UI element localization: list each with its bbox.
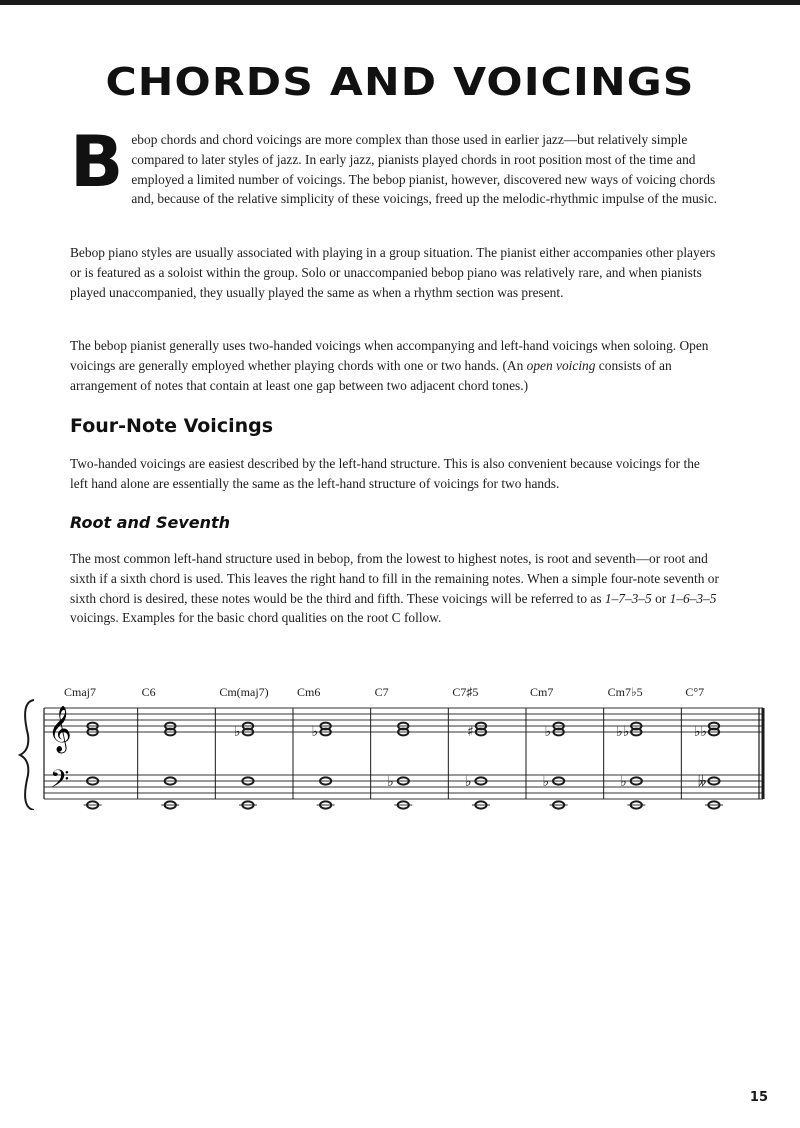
chord-symbol: C°7 <box>685 685 705 699</box>
grand-staff-brace <box>20 700 34 810</box>
text-span: voicings. Examples for the basic chord qualities on the root C follow. <box>70 610 442 626</box>
drop-cap: B <box>70 121 124 203</box>
chord-symbol: Cm7 <box>530 685 554 699</box>
subsection-heading: Root and Seventh <box>70 513 231 532</box>
paragraph-root-seventh <box>70 549 720 628</box>
accidental-icon: ♭♭ <box>693 724 708 740</box>
bass-staff <box>44 775 763 799</box>
chord-symbol: C7♯5 <box>452 685 479 699</box>
paragraph-group-playing <box>70 243 720 302</box>
paragraph-text: Two-handed voicings are easiest described by the left-hand structure. This is also convenient because voicings for the left hand alone are essentially the same as the left-hand structure of voicings for two hands. <box>70 456 700 491</box>
bass-clef-icon: 𝄢 <box>50 765 70 800</box>
paragraph-open-voicings <box>70 336 720 395</box>
text-span: The bebop pianist generally uses two-handed voicings when accompanying and left-hand voicings when soloing. Open voicings are generally employed whether playing chords with one or two hands. (An <box>70 338 709 373</box>
intro-paragraph <box>70 121 720 209</box>
accidental-icon: ♭♭ <box>616 724 630 740</box>
accidental-icon: ♭ <box>464 774 472 790</box>
accidental-icon: ♭ <box>620 774 627 790</box>
page-number: 15 <box>749 1090 768 1105</box>
chord-symbol: Cm7♭5 <box>607 685 643 699</box>
measures <box>64 685 723 809</box>
text-span: or <box>651 590 670 606</box>
accidental-icon: ♭ <box>387 774 394 790</box>
paragraph-text: Bebop piano styles are usually associated with playing in a group situation. The pianist either accompanies other players or is featured as a soloist within the group. Solo or unaccompanied bebop piano was relatively rare, and when pianists played unaccompanied, they usually played the same as when a rhythm section was present. <box>70 245 716 300</box>
paragraph-two-handed <box>70 454 720 494</box>
section-heading: Four-Note Voicings <box>70 415 274 437</box>
term-1-6-3-5: 1–6–3–5 <box>669 590 717 606</box>
music-example <box>0 680 800 810</box>
accidental-icon: ♭ <box>311 724 319 740</box>
chord-symbol: Cm6 <box>297 685 321 699</box>
page-title: CHORDS AND VOICINGS <box>105 60 695 104</box>
paragraph-text <box>70 336 720 395</box>
accidental-icon: 𝄫 <box>697 774 707 790</box>
text-span: The most common left-hand structure used in bebop, from the lowest to highest notes, is root and seventh—or root and sixth if a sixth chord is used. This leaves the right hand to fill in the remaining notes. When a simple four-note seventh or sixth chord is desired, these notes would be the third and fifth. These voicings will be referred to as <box>70 551 719 606</box>
accidental-icon: ♭ <box>233 724 241 740</box>
chord-symbol: C6 <box>141 685 156 699</box>
top-rule <box>0 0 800 5</box>
text-span: consists of an arrangement of notes that contain at least one gap between two adjacent chord tones.) <box>70 357 672 393</box>
paragraph-text <box>70 549 720 628</box>
accidental-icon: ♭ <box>542 774 550 790</box>
term-1-7-3-5: 1–7–3–5 <box>604 590 652 606</box>
chord-symbol: Cm(maj7) <box>219 685 269 699</box>
accidental-icon: ♭ <box>544 724 552 740</box>
accidental-icon: ♯ <box>466 724 474 740</box>
chord-symbol: Cmaj7 <box>64 685 96 699</box>
term-open-voicing: open voicing <box>526 357 596 373</box>
treble-clef-icon: 𝄞 <box>48 706 72 752</box>
chord-symbol: C7 <box>374 685 389 699</box>
intro-text: ebop chords and chord voicings are more complex than those used in earlier jazz—but relatively simple compared to later styles of jazz. In early jazz, pianists played chords in root position most of the time and employed a limited number of voicings. The bebop pianist, however, discovered new ways of voicing chords and, because of the relative simplicity of these voicings, freed up the melodic-rhythmic impulse of the music. <box>131 132 718 207</box>
